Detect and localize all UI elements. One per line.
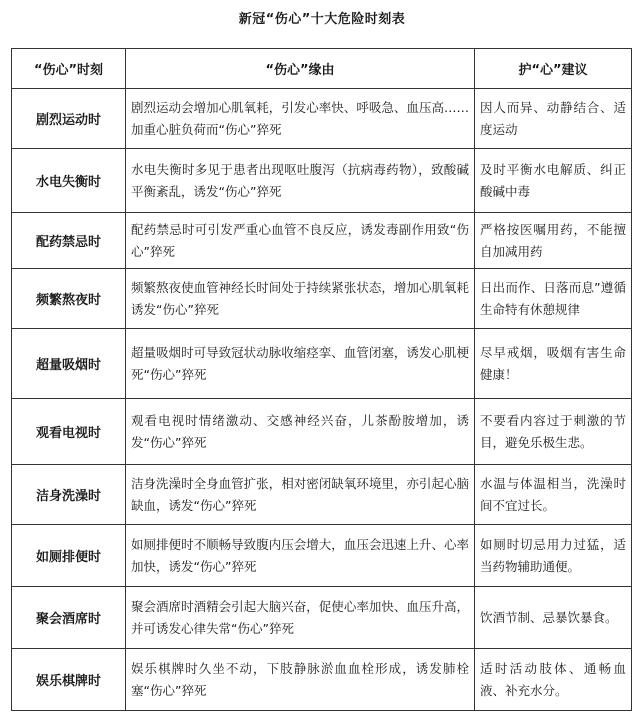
table-row [12,525,632,587]
table-row [12,149,632,213]
advice-cell: 及时平衡水电解质、纠正酸碱中毒 [475,149,632,213]
advice-cell: 不要看内容过于刺激的节目，避免乐极生悲。 [475,399,632,465]
reason-cell: 水电失衡时多见于患者出现呕吐腹泻（抗病毒药物），致酸碱平衡紊乱，诱发“伤心”猝死 [126,149,475,213]
advice-cell: 适时活动肢体、通畅血液、补充水分。 [475,649,632,711]
reason-cell: 聚会酒席时酒精会引起大脑兴奋，促使心率加快、血压升高，并可诱发心律失常“伤心”猝死 [126,587,475,649]
page-title: 新冠“伤心”十大危险时刻表 [238,12,406,27]
reason-cell: 观看电视时情绪激动、交感神经兴奋，儿茶酚胺增加，诱发“伤心”猝死 [126,399,475,465]
advice-cell: 因人而异、动静结合、适度运动 [475,89,632,149]
moment-cell: 频繁熬夜时 [12,269,126,329]
moment-cell: 超量吸烟时 [12,329,126,399]
table-row [12,213,632,269]
table-row [12,649,632,711]
advice-cell: 饮酒节制、忌暴饮暴食。 [475,587,632,649]
table-row [12,329,632,399]
advice-cell: 尽早戒烟，吸烟有害生命健康！ [475,329,632,399]
table-row [12,89,632,149]
table-row [12,465,632,525]
header-advice: 护“心”建议 [475,49,632,89]
advice-cell: 如厕时切忌用力过猛，适当药物辅助通便。 [475,525,632,587]
reason-cell: 配药禁忌时可引发严重心血管不良反应，诱发毒副作用致“伤心”猝死 [126,213,475,269]
reason-cell: 洁身洗澡时全身血管扩张，相对密闭缺氧环境里，亦引起心脑缺血，诱发“伤心”猝死 [126,465,475,525]
advice-cell: 严格按医嘱用药，不能擅自加减用药 [475,213,632,269]
reason-cell: 娱乐棋牌时久坐不动，下肢静脉淤血血栓形成，诱发肺栓塞“伤心”猝死 [126,649,475,711]
table-header-row [12,49,632,89]
reason-cell: 如厕排便时不顺畅导致腹内压会增大，血压会迅速上升、心率加快，诱发“伤心”猝死 [126,525,475,587]
moment-cell: 洁身洗澡时 [12,465,126,525]
moment-cell: 观看电视时 [12,399,126,465]
moment-cell: 娱乐棋牌时 [12,649,126,711]
advice-cell: 水温与体温相当，洗澡时间不宜过长。 [475,465,632,525]
moment-cell: 聚会酒席时 [12,587,126,649]
advice-cell: 日出而作、日落而息”遵循生命特有休憩规律 [475,269,632,329]
table-row [12,587,632,649]
reason-cell: 频繁熬夜使血管神经长时间处于持续紧张状态，增加心肌氧耗诱发“伤心”猝死 [126,269,475,329]
moment-cell: 配药禁忌时 [12,213,126,269]
moment-cell: 水电失衡时 [12,149,126,213]
header-moment: “伤心”时刻 [12,49,126,89]
moment-cell: 如厕排便时 [12,525,126,587]
reason-cell: 超量吸烟时可导致冠状动脉收缩痉挛、血管闭塞，诱发心肌梗死“伤心”猝死 [126,329,475,399]
table-row [12,269,632,329]
risk-table [11,48,632,711]
moment-cell: 剧烈运动时 [12,89,126,149]
header-reason: “伤心”缘由 [126,49,475,89]
table-row [12,399,632,465]
reason-cell: 剧烈运动会增加心肌氧耗，引发心率快、呼吸急、血压高……加重心脏负荷而“伤心”猝死 [126,89,475,149]
